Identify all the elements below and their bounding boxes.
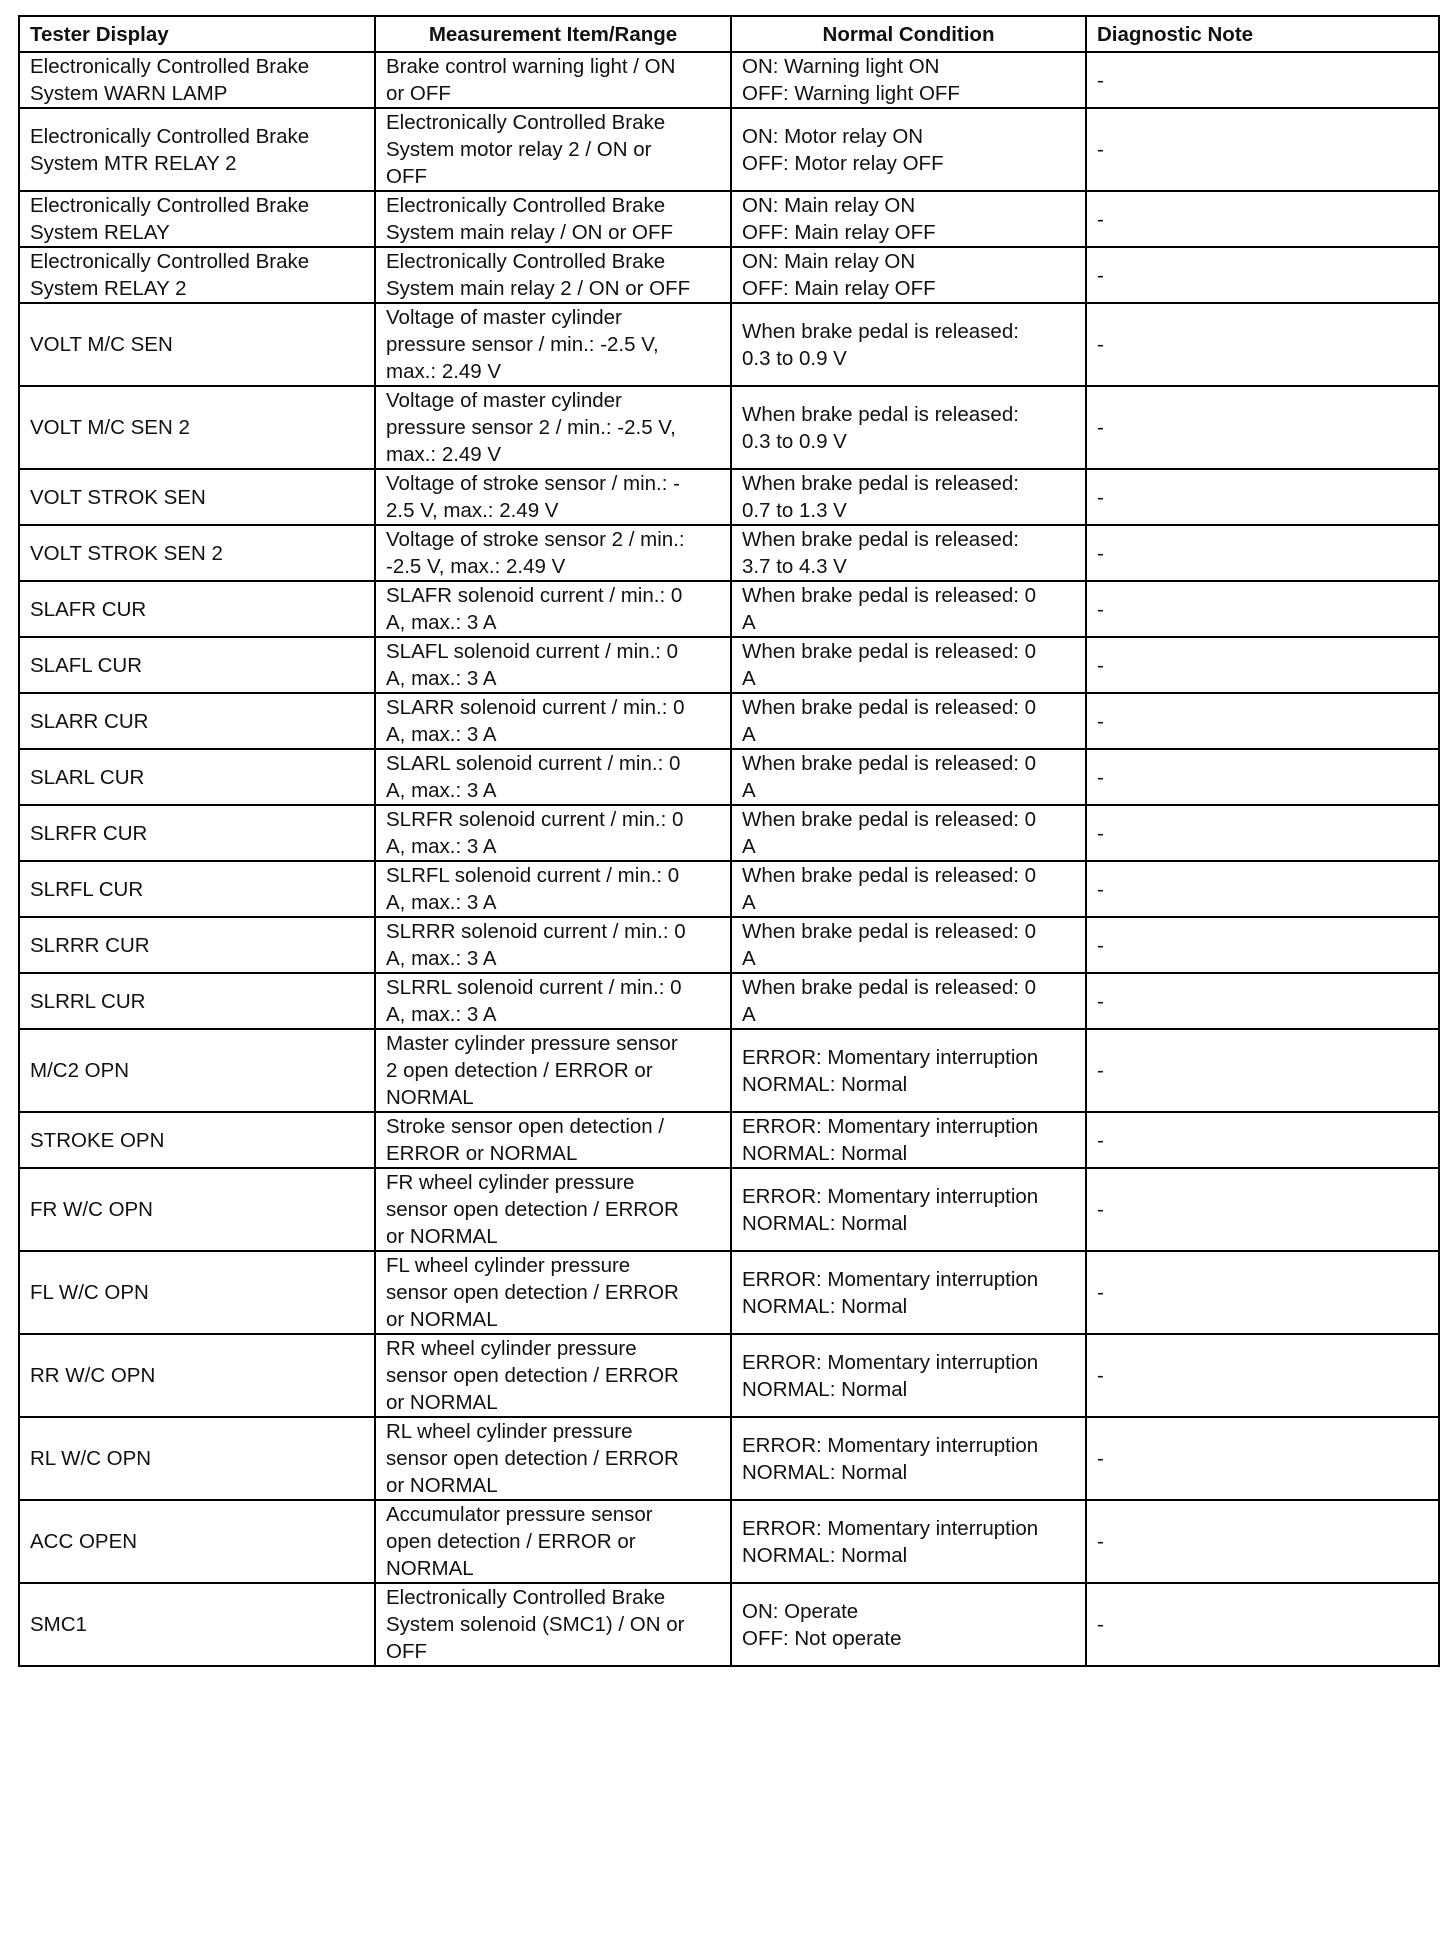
table-row	[19, 1029, 1439, 1112]
measurement-item-cell: FR wheel cylinder pressure sensor open detection / ERROR or NORMAL	[375, 1168, 731, 1251]
measurement-item-cell: SLAFR solenoid current / min.: 0 A, max.: 3 A	[375, 581, 731, 637]
measurement-item-cell: Electronically Controlled Brake System main relay 2 / ON or OFF	[375, 247, 731, 303]
tester-display-cell: Electronically Controlled Brake System RELAY	[19, 191, 375, 247]
header-measurement-item: Measurement Item/Range	[375, 16, 731, 52]
table-row	[19, 108, 1439, 191]
measurement-item-cell: Accumulator pressure sensor open detection / ERROR or NORMAL	[375, 1500, 731, 1583]
table-row	[19, 525, 1439, 581]
normal-condition-cell: ON: Main relay ON OFF: Main relay OFF	[731, 247, 1086, 303]
table-row	[19, 1583, 1439, 1666]
table-body	[19, 52, 1439, 1666]
normal-condition-cell: ON: Warning light ON OFF: Warning light OFF	[731, 52, 1086, 108]
normal-condition-cell: ERROR: Momentary interruption NORMAL: Normal	[731, 1334, 1086, 1417]
diagnostic-note-cell: -	[1086, 108, 1439, 191]
normal-condition-cell: When brake pedal is released: 0 A	[731, 581, 1086, 637]
table-row	[19, 581, 1439, 637]
diagnostic-note-cell: -	[1086, 1168, 1439, 1251]
tester-display-cell: SLRRR CUR	[19, 917, 375, 973]
table-row	[19, 191, 1439, 247]
tester-display-cell: VOLT STROK SEN 2	[19, 525, 375, 581]
measurement-item-cell: RL wheel cylinder pressure sensor open detection / ERROR or NORMAL	[375, 1417, 731, 1500]
table-row	[19, 303, 1439, 386]
normal-condition-cell: ERROR: Momentary interruption NORMAL: Normal	[731, 1417, 1086, 1500]
tester-display-cell: SLRFR CUR	[19, 805, 375, 861]
table-row	[19, 52, 1439, 108]
tester-display-cell: ACC OPEN	[19, 1500, 375, 1583]
measurement-item-cell: Electronically Controlled Brake System motor relay 2 / ON or OFF	[375, 108, 731, 191]
diagnostic-note-cell: -	[1086, 805, 1439, 861]
diagnostic-note-cell: -	[1086, 303, 1439, 386]
measurement-item-cell: RR wheel cylinder pressure sensor open detection / ERROR or NORMAL	[375, 1334, 731, 1417]
diagnostic-note-cell: -	[1086, 1251, 1439, 1334]
table-row	[19, 1417, 1439, 1500]
tester-display-cell: RR W/C OPN	[19, 1334, 375, 1417]
table-row	[19, 247, 1439, 303]
diagnostic-note-cell: -	[1086, 861, 1439, 917]
table-header-row	[19, 16, 1439, 52]
diagnostic-note-cell: -	[1086, 1583, 1439, 1666]
measurement-item-cell: SLAFL solenoid current / min.: 0 A, max.: 3 A	[375, 637, 731, 693]
measurement-item-cell: Voltage of stroke sensor / min.: - 2.5 V, max.: 2.49 V	[375, 469, 731, 525]
normal-condition-cell: When brake pedal is released: 0.7 to 1.3 V	[731, 469, 1086, 525]
diagnostic-note-cell: -	[1086, 469, 1439, 525]
table-row	[19, 1168, 1439, 1251]
diagnostic-note-cell: -	[1086, 973, 1439, 1029]
tester-display-cell: VOLT STROK SEN	[19, 469, 375, 525]
table-row	[19, 1500, 1439, 1583]
normal-condition-cell: When brake pedal is released: 0 A	[731, 749, 1086, 805]
tester-display-cell: Electronically Controlled Brake System RELAY 2	[19, 247, 375, 303]
diagnostic-note-cell: -	[1086, 1112, 1439, 1168]
header-tester-display: Tester Display	[19, 16, 375, 52]
table-row	[19, 749, 1439, 805]
diagnostic-note-cell: -	[1086, 917, 1439, 973]
measurement-item-cell: SLRFL solenoid current / min.: 0 A, max.: 3 A	[375, 861, 731, 917]
table-row	[19, 861, 1439, 917]
tester-display-cell: RL W/C OPN	[19, 1417, 375, 1500]
table-row	[19, 805, 1439, 861]
normal-condition-cell: When brake pedal is released: 0 A	[731, 917, 1086, 973]
diagnostic-note-cell: -	[1086, 581, 1439, 637]
measurement-item-cell: Electronically Controlled Brake System solenoid (SMC1) / ON or OFF	[375, 1583, 731, 1666]
data-list-table-container	[18, 15, 1438, 1667]
normal-condition-cell: ON: Motor relay ON OFF: Motor relay OFF	[731, 108, 1086, 191]
normal-condition-cell: When brake pedal is released: 0 A	[731, 805, 1086, 861]
tester-display-cell: SMC1	[19, 1583, 375, 1666]
measurement-item-cell: Voltage of master cylinder pressure sensor 2 / min.: -2.5 V, max.: 2.49 V	[375, 386, 731, 469]
measurement-item-cell: SLRRR solenoid current / min.: 0 A, max.: 3 A	[375, 917, 731, 973]
tester-display-cell: STROKE OPN	[19, 1112, 375, 1168]
tester-display-cell: M/C2 OPN	[19, 1029, 375, 1112]
table-row	[19, 917, 1439, 973]
header-normal-condition: Normal Condition	[731, 16, 1086, 52]
diagnostic-note-cell: -	[1086, 1334, 1439, 1417]
diagnostic-note-cell: -	[1086, 1417, 1439, 1500]
normal-condition-cell: ON: Operate OFF: Not operate	[731, 1583, 1086, 1666]
diagnostic-note-cell: -	[1086, 191, 1439, 247]
diagnostic-note-cell: -	[1086, 1029, 1439, 1112]
tester-display-cell: SLARR CUR	[19, 693, 375, 749]
tester-display-cell: SLAFR CUR	[19, 581, 375, 637]
table-row	[19, 637, 1439, 693]
tester-display-cell: SLARL CUR	[19, 749, 375, 805]
diagnostic-note-cell: -	[1086, 693, 1439, 749]
measurement-item-cell: Voltage of master cylinder pressure sensor / min.: -2.5 V, max.: 2.49 V	[375, 303, 731, 386]
normal-condition-cell: ON: Main relay ON OFF: Main relay OFF	[731, 191, 1086, 247]
normal-condition-cell: When brake pedal is released: 0 A	[731, 637, 1086, 693]
normal-condition-cell: ERROR: Momentary interruption NORMAL: Normal	[731, 1251, 1086, 1334]
tester-display-cell: Electronically Controlled Brake System WARN LAMP	[19, 52, 375, 108]
measurement-item-cell: SLRFR solenoid current / min.: 0 A, max.: 3 A	[375, 805, 731, 861]
normal-condition-cell: When brake pedal is released: 0 A	[731, 973, 1086, 1029]
diagnostic-note-cell: -	[1086, 525, 1439, 581]
normal-condition-cell: When brake pedal is released: 0.3 to 0.9 V	[731, 386, 1086, 469]
header-diagnostic-note: Diagnostic Note	[1086, 16, 1439, 52]
table-row	[19, 1251, 1439, 1334]
diagnostic-note-cell: -	[1086, 637, 1439, 693]
diagnostic-note-cell: -	[1086, 1500, 1439, 1583]
measurement-item-cell: FL wheel cylinder pressure sensor open detection / ERROR or NORMAL	[375, 1251, 731, 1334]
normal-condition-cell: When brake pedal is released: 3.7 to 4.3 V	[731, 525, 1086, 581]
tester-display-cell: VOLT M/C SEN 2	[19, 386, 375, 469]
normal-condition-cell: ERROR: Momentary interruption NORMAL: Normal	[731, 1112, 1086, 1168]
tester-display-cell: SLRRL CUR	[19, 973, 375, 1029]
measurement-item-cell: Voltage of stroke sensor 2 / min.: -2.5 V, max.: 2.49 V	[375, 525, 731, 581]
table-row	[19, 1334, 1439, 1417]
table-row	[19, 1112, 1439, 1168]
normal-condition-cell: ERROR: Momentary interruption NORMAL: Normal	[731, 1029, 1086, 1112]
normal-condition-cell: ERROR: Momentary interruption NORMAL: Normal	[731, 1500, 1086, 1583]
measurement-item-cell: Electronically Controlled Brake System main relay / ON or OFF	[375, 191, 731, 247]
table-row	[19, 973, 1439, 1029]
tester-display-cell: SLAFL CUR	[19, 637, 375, 693]
tester-display-cell: Electronically Controlled Brake System MTR RELAY 2	[19, 108, 375, 191]
normal-condition-cell: ERROR: Momentary interruption NORMAL: Normal	[731, 1168, 1086, 1251]
diagnostic-note-cell: -	[1086, 247, 1439, 303]
measurement-item-cell: Stroke sensor open detection / ERROR or NORMAL	[375, 1112, 731, 1168]
table-row	[19, 693, 1439, 749]
measurement-item-cell: Brake control warning light / ON or OFF	[375, 52, 731, 108]
tester-display-cell: VOLT M/C SEN	[19, 303, 375, 386]
normal-condition-cell: When brake pedal is released: 0 A	[731, 693, 1086, 749]
measurement-item-cell: SLARL solenoid current / min.: 0 A, max.: 3 A	[375, 749, 731, 805]
measurement-item-cell: SLARR solenoid current / min.: 0 A, max.: 3 A	[375, 693, 731, 749]
tester-display-cell: SLRFL CUR	[19, 861, 375, 917]
normal-condition-cell: When brake pedal is released: 0.3 to 0.9 V	[731, 303, 1086, 386]
diagnostic-note-cell: -	[1086, 749, 1439, 805]
data-list-table	[18, 15, 1440, 1667]
normal-condition-cell: When brake pedal is released: 0 A	[731, 861, 1086, 917]
table-row	[19, 469, 1439, 525]
tester-display-cell: FL W/C OPN	[19, 1251, 375, 1334]
tester-display-cell: FR W/C OPN	[19, 1168, 375, 1251]
measurement-item-cell: SLRRL solenoid current / min.: 0 A, max.: 3 A	[375, 973, 731, 1029]
measurement-item-cell: Master cylinder pressure sensor 2 open detection / ERROR or NORMAL	[375, 1029, 731, 1112]
diagnostic-note-cell: -	[1086, 52, 1439, 108]
table-row	[19, 386, 1439, 469]
diagnostic-note-cell: -	[1086, 386, 1439, 469]
